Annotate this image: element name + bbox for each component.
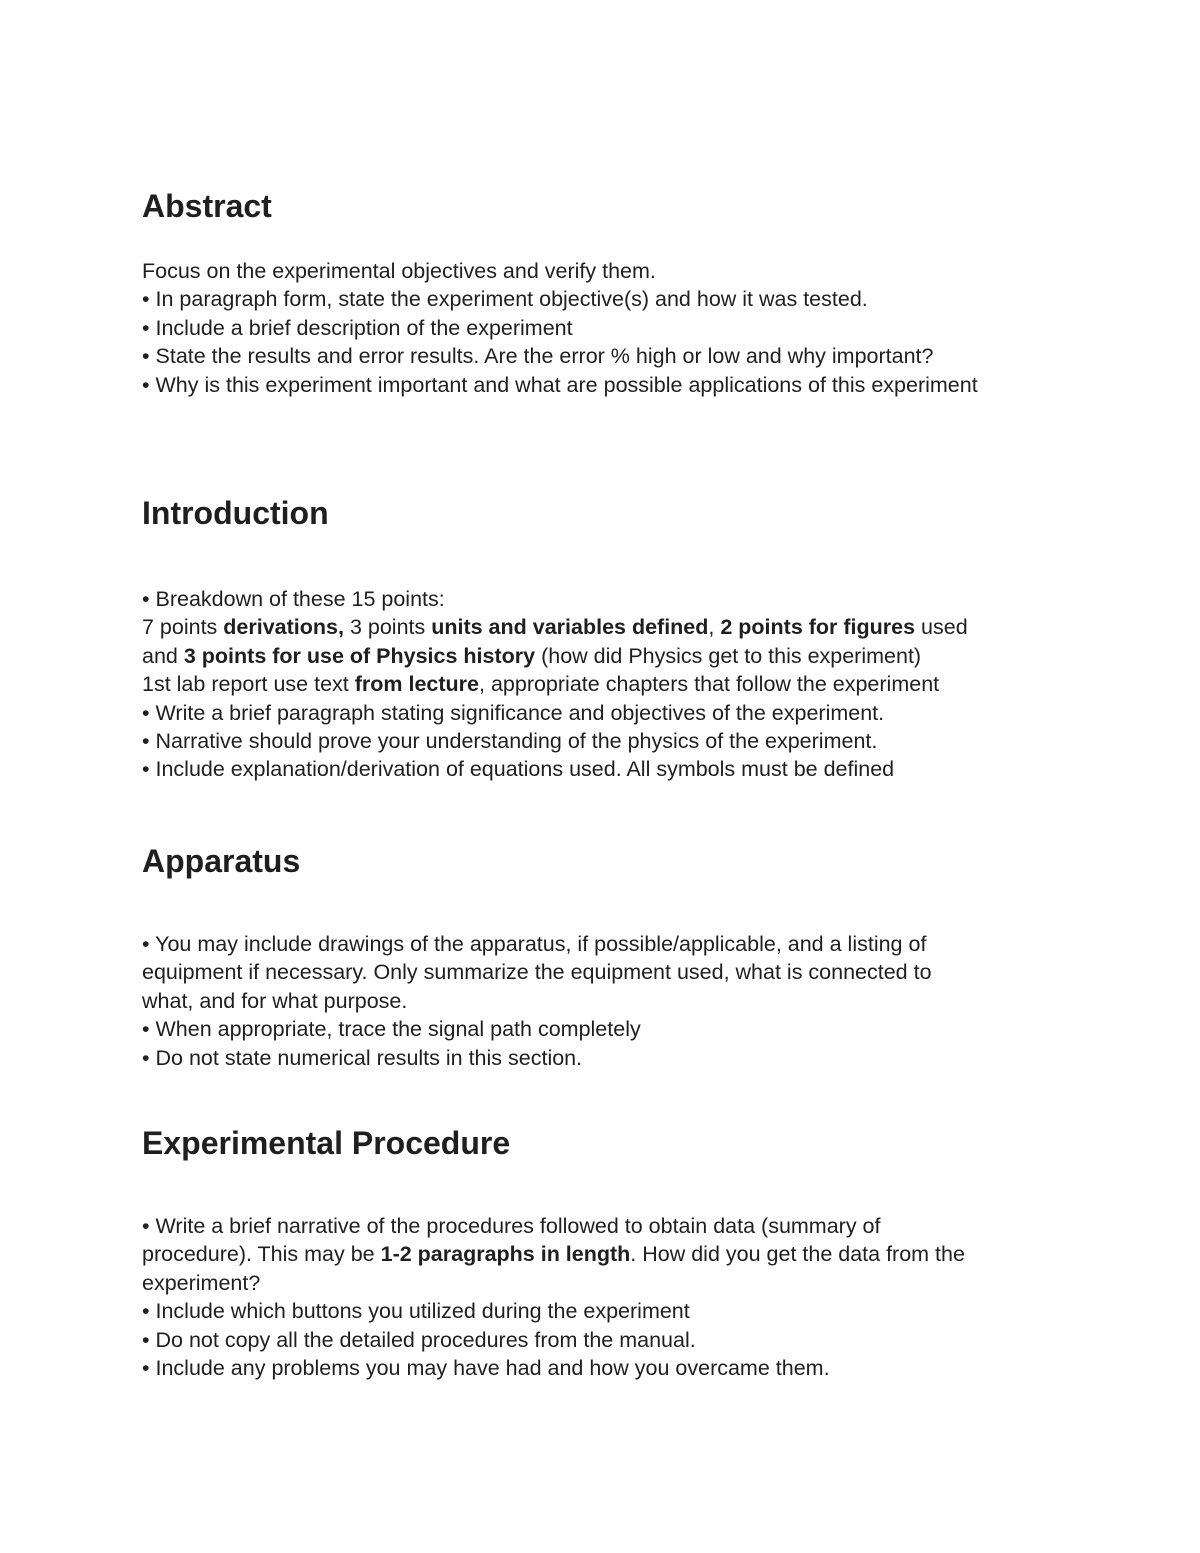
apparatus-line: what, and for what purpose. [142,988,408,1013]
text-run: , [708,615,721,640]
procedure-line: • Write a brief narrative of the procedures followed to obtain data (summary of [142,1214,881,1238]
introduction-bullet: • Write a brief paragraph stating significance and objectives of the experiment. [142,700,885,725]
abstract-intro: Focus on the experimental objectives and verify them. [142,259,656,283]
apparatus-line: • Do not state numerical results in this section. [142,1045,583,1070]
abstract-bullet: • In paragraph form, state the experiment objective(s) and how it was tested. [142,287,868,312]
procedure-section [142,1124,1082,1382]
introduction-breakdown: • Breakdown of these 15 points: [142,587,445,611]
apparatus-heading: Apparatus [142,843,301,879]
text-run: (how did Physics get to this experiment) [535,643,922,668]
abstract-body [142,257,1082,399]
text-run: 3 points [343,615,432,640]
text-run: 7 points [142,615,224,640]
bold-run: 1-2 paragraphs in length [380,1242,631,1267]
abstract-bullet: • Why is this experiment important and what are possible applications of this experiment [142,372,978,397]
introduction-bullet: • Narrative should prove your understanding of the physics of the experiment. [142,729,878,754]
procedure-bullet: • Do not copy all the detailed procedures from the manual. [142,1327,696,1352]
abstract-heading: Abstract [142,188,272,224]
abstract-section [142,187,1082,399]
procedure-bullet: • Include any problems you may have had and how you overcame them. [142,1356,830,1381]
introduction-section [142,494,1082,784]
bold-run: units and variables defined [431,615,709,640]
introduction-heading: Introduction [142,495,329,531]
text-run: , appropriate chapters that follow the experiment [479,672,940,697]
procedure-bullet: • Include which buttons you utilized during the experiment [142,1299,690,1324]
abstract-bullet: • State the results and error results. Are the error % high or low and why important? [142,344,934,369]
apparatus-line: equipment if necessary. Only summarize the equipment used, what is connected to [142,960,932,985]
apparatus-line: • When appropriate, trace the signal path completely [142,1017,641,1042]
text-run: procedure). This may be [142,1242,381,1267]
procedure-line [142,1240,1082,1268]
text-run: 1st lab report use text [142,672,355,697]
introduction-bullet: • Include explanation/derivation of equations used. All symbols must be defined [142,757,895,782]
procedure-body [142,1212,1082,1382]
bold-run: derivations, [223,615,344,640]
introduction-points-line [142,642,1082,670]
procedure-heading: Experimental Procedure [142,1125,511,1161]
bold-run: 2 points for figures [720,615,916,640]
abstract-bullet: • Include a brief description of the experiment [142,315,573,340]
introduction-body [142,585,1082,784]
apparatus-body [142,930,1082,1072]
introduction-points-line [142,670,1082,698]
apparatus-section [142,842,1082,1072]
introduction-points-line [142,613,1082,641]
procedure-line: experiment? [142,1270,261,1295]
apparatus-line: • You may include drawings of the apparatus, if possible/applicable, and a listing of [142,932,927,956]
text-run: and [142,643,184,668]
bold-run: 3 points for use of Physics history [183,643,536,668]
text-run: used [915,615,968,640]
bold-run: from lecture [354,672,479,697]
text-run: . How did you get the data from the [630,1242,965,1267]
